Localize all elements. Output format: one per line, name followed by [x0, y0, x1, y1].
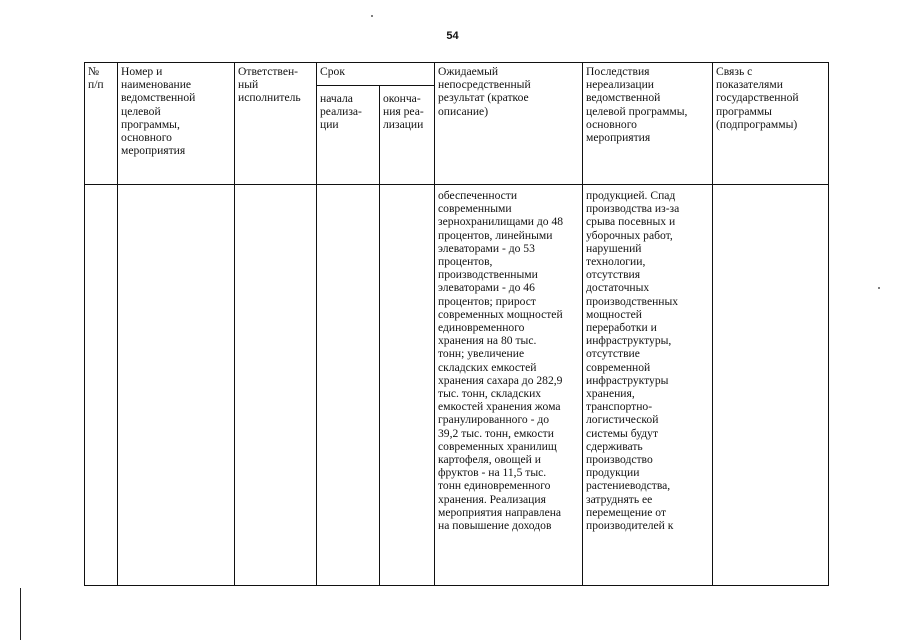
header-term-start: начала реализа- ции [317, 86, 380, 185]
header-expected-result: Ожидаемый непосредственный результат (краткое описание) [435, 63, 583, 185]
cell-program-name [118, 185, 235, 586]
header-responsible: Ответствен- ный исполнитель [235, 63, 317, 185]
header-term: Срок [317, 63, 435, 86]
cell-term-start [317, 185, 380, 586]
page-number: 54 [446, 30, 459, 42]
header-indicator-link: Связь с показателями государственной программы (подпрограммы) [713, 63, 829, 185]
scan-edge-line [20, 588, 21, 640]
cell-term-end [380, 185, 435, 586]
header-program-name: Номер и наименование ведомственной целевой программы, основного мероприятия [118, 63, 235, 185]
header-consequences: Последствия нереализации ведомственной целевой программы, основного мероприятия [583, 63, 713, 185]
program-table [84, 62, 829, 586]
header-term-end: оконча- ния реа- лизации [380, 86, 435, 185]
cell-expected-result: обеспеченности современными зернохранилищами до 48 процентов, линейными элеваторами - до 53 процентов, производственными элеваторами - до 46 процентов; прирост современных мощностей единовременного хранения на 80 тыс. тонн; увеличение складских емкостей хранения сахара до 282,9 тыс. тонн, складских емкостей хранения жома гранулированного - до 39,2 тыс. тонн, емкости современных хранилищ картофеля, овощей и фруктов - на 11,5 тыс. тонн единовременного хранения. Реализация мероприятия направлена на повышение доходов [435, 185, 583, 586]
cell-responsible [235, 185, 317, 586]
table-row [85, 185, 829, 586]
scan-speck [371, 15, 373, 17]
cell-number [85, 185, 118, 586]
cell-indicator-link [713, 185, 829, 586]
scan-speck [878, 287, 880, 289]
cell-consequences: продукцией. Спад производства из-за срыва посевных и уборочных работ, нарушений технологии, отсутствия достаточных производственных мощностей переработки и инфраструктуры, отсутствие современной инфраструктуры хранения, транспортно- логистической системы будут сдерживать производство продукции растениеводства, затруднять ее перемещение от производителей к [583, 185, 713, 586]
header-number: № п/п [85, 63, 118, 185]
